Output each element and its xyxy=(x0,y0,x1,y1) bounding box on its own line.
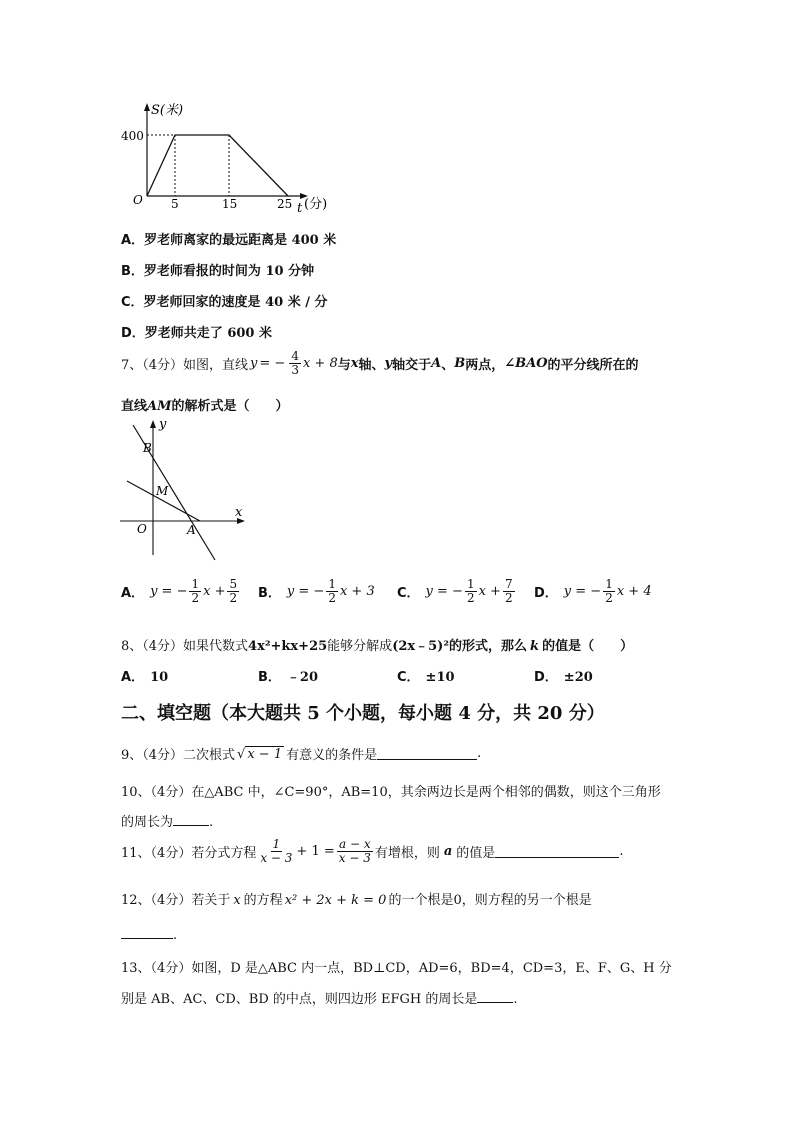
q8-mid: 能够分解成 xyxy=(327,639,393,654)
q11-prefix: 11、（4分）若分式方程 xyxy=(121,846,257,861)
frac-den: 2 xyxy=(605,591,613,605)
option-text: 罗老师共走了 600 米 xyxy=(144,326,272,341)
sqrt-symbol: √ xyxy=(237,746,246,762)
q6-option-c xyxy=(121,291,328,310)
fraction-1 xyxy=(258,838,294,865)
frac-den: 3 xyxy=(291,363,299,377)
frac-num: 1 xyxy=(272,837,281,851)
y-axis-label: S(米) xyxy=(151,103,184,118)
q7-text3: 轴交于 xyxy=(392,358,432,373)
option-letter: D． xyxy=(534,586,558,601)
q9-end: . xyxy=(477,746,482,761)
point-a-label: A xyxy=(187,523,196,537)
q11-mid: + 1 = xyxy=(296,844,335,859)
x-axis-label: t xyxy=(297,201,303,216)
frac-num: 4 xyxy=(291,349,299,363)
section-heading: 二、填空题（本大题共 5 个小题，每小题 4 分，共 20 分） xyxy=(121,703,605,724)
q11-a: a xyxy=(443,844,453,859)
q10-line2 xyxy=(121,811,213,830)
fraction-4-3 xyxy=(289,350,301,377)
q8-after: 的形式，那么 xyxy=(449,639,528,654)
origin-label: O xyxy=(137,522,147,536)
x-axis-ref: x xyxy=(350,356,359,371)
y-tick-400: 400 xyxy=(121,129,144,143)
frac-num: 1 xyxy=(328,577,336,591)
x-tick-15: 15 xyxy=(222,197,238,211)
frac-num: 5 xyxy=(229,577,238,591)
q13-line2a: 别是 AB、AC、CD、BD 的中点，则四边形 EFGH 的周长是 xyxy=(121,992,478,1007)
q8-option-a xyxy=(121,666,168,685)
option-letter: A． xyxy=(121,586,145,601)
q12-zero: 0 xyxy=(453,893,462,908)
answer-blank[interactable] xyxy=(377,747,477,760)
x-tick-25: 25 xyxy=(277,197,293,211)
point-b-label: B xyxy=(143,441,152,455)
q12-stem xyxy=(121,889,592,908)
q11-stem xyxy=(121,838,623,865)
q7-line2b: 的解析式是（ ） xyxy=(171,399,289,414)
fraction-2 xyxy=(337,838,373,865)
option-text: ±20 xyxy=(563,670,593,685)
option-letter: C． xyxy=(397,586,420,601)
eq-rest: x + xyxy=(478,584,501,599)
q8-end: 的值是（ ） xyxy=(542,639,634,654)
option-letter: D． xyxy=(121,326,145,341)
eq-y: y xyxy=(250,356,258,371)
option-text: ±10 xyxy=(425,670,455,685)
q13-line2 xyxy=(121,988,518,1007)
q7-text1: 与 xyxy=(337,358,351,373)
frac-num: 7 xyxy=(504,577,513,591)
frac-den: x − 3 xyxy=(338,851,371,865)
frac-den: 2 xyxy=(229,591,238,605)
angle-bao: ∠BAO xyxy=(504,356,548,371)
q7-option-b xyxy=(258,578,375,605)
q12-mid: 的方程 xyxy=(243,893,283,908)
option-letter: B． xyxy=(258,586,281,601)
q13-end: . xyxy=(513,992,518,1007)
point-b-ref: B xyxy=(454,356,466,371)
frac-den: 2 xyxy=(191,591,200,605)
q13-line1: 13、（4分）如图，D 是△ABC 内一点，BD⊥CD，AD=6，BD=4，CD=3，E、F、G、H 分 xyxy=(121,961,672,976)
line-graph-figure xyxy=(115,415,255,565)
fraction xyxy=(189,578,201,605)
q7-sep: 、 xyxy=(441,358,455,373)
q12-post: 的一个根是 xyxy=(388,893,454,908)
q8-number: 8、（4分）如果代数式 xyxy=(121,639,249,654)
distance-time-graph xyxy=(121,100,335,216)
q6-option-b xyxy=(121,260,314,279)
option-letter: C． xyxy=(121,295,144,310)
q12-dot: . xyxy=(173,928,178,943)
answer-blank[interactable] xyxy=(121,926,173,939)
x-tick-5: 5 xyxy=(171,197,179,211)
q11-post: 有增根，则 xyxy=(374,846,440,861)
point-a-ref: A xyxy=(431,356,442,371)
option-letter: D． xyxy=(534,670,558,685)
eq-rest: x + 4 xyxy=(616,584,652,599)
answer-blank[interactable] xyxy=(495,845,619,858)
q8-expression: 4x²+kx+25 xyxy=(248,639,328,654)
q10-line2a: 的周长为 xyxy=(121,815,174,830)
graph2-y-label: y xyxy=(159,417,167,432)
y-axis-ref: y xyxy=(384,356,393,371)
answer-blank[interactable] xyxy=(173,813,209,826)
q12-prefix: 12、（4分）若关于 xyxy=(121,893,231,908)
eq-prefix: y = − xyxy=(150,584,188,599)
point-m-label: M xyxy=(156,484,169,498)
option-text: 罗老师离家的最远距离是 400 米 xyxy=(144,233,337,248)
q8-stem xyxy=(121,635,633,654)
eq-rest: x + xyxy=(203,584,226,599)
eq-equals: = − xyxy=(259,356,286,371)
frac-den: 2 xyxy=(328,591,336,605)
line-am: AM xyxy=(147,399,172,414)
q12-end-text: ，则方程的另一个根是 xyxy=(461,893,592,908)
q12-answer-line xyxy=(121,926,177,943)
eq-rest: x + 8 xyxy=(302,356,338,371)
x-axis-unit: (分) xyxy=(304,197,328,212)
frac-num: a − x xyxy=(338,837,371,851)
q7-text5: 的平分线所在的 xyxy=(547,358,639,373)
q7-stem-line2 xyxy=(121,395,289,414)
option-letter: B． xyxy=(258,670,281,685)
fraction xyxy=(326,578,338,605)
option-letter: A． xyxy=(121,670,145,685)
fraction xyxy=(603,578,615,605)
fraction xyxy=(465,578,477,605)
eq-prefix: y = − xyxy=(563,584,602,599)
q7-option-c xyxy=(397,578,517,605)
option-text: ﹣20 xyxy=(286,670,319,685)
q6-option-a xyxy=(121,229,336,248)
q7-option-d xyxy=(534,578,652,605)
graph2-x-label: x xyxy=(235,505,243,520)
q11-post2: 的值是 xyxy=(456,846,496,861)
frac-num: 1 xyxy=(605,577,613,591)
q10-line1: 10、（4分）在△ABC 中，∠C=90°，AB=10，其余两边长是两个相邻的偶数，则这个三角形 xyxy=(121,785,661,800)
option-text: 罗老师回家的速度是 40 米 / 分 xyxy=(143,295,328,310)
q9-prefix: 9、（4分）二次根式 xyxy=(121,748,236,763)
q11-end: . xyxy=(619,844,624,859)
q6-option-d xyxy=(121,322,272,341)
origin-label: O xyxy=(133,193,143,207)
q8-option-c xyxy=(397,666,455,685)
q12-equation: x² + 2x + k = 0 xyxy=(284,893,387,908)
q7-number: 7、（4分）如图，直线 xyxy=(121,358,249,373)
option-letter: B． xyxy=(121,264,144,279)
option-letter: A． xyxy=(121,233,145,248)
q7-text4: 两点， xyxy=(465,358,505,373)
frac-num: 1 xyxy=(191,577,200,591)
option-letter: C． xyxy=(397,670,420,685)
q9-post: 有意义的条件是 xyxy=(286,748,378,763)
q8-k: k xyxy=(530,639,540,654)
q8-form: (2x﹣5)² xyxy=(392,639,450,654)
q12-x: x xyxy=(233,893,241,908)
fraction-const xyxy=(227,578,239,605)
q7-stem-line1 xyxy=(121,350,639,377)
frac-den: x − 3 xyxy=(260,851,293,865)
eq-prefix: y = − xyxy=(286,584,325,599)
q9-stem xyxy=(121,744,481,763)
option-text: 罗老师看报的时间为 10 分钟 xyxy=(143,264,315,279)
radicand: x − 1 xyxy=(247,746,283,762)
frac-num: 1 xyxy=(466,577,475,591)
eq-prefix: y = − xyxy=(425,584,463,599)
sqrt-expression xyxy=(237,746,284,762)
q7-option-a xyxy=(121,578,241,605)
q7-line2a: 直线 xyxy=(121,399,148,414)
q8-option-b xyxy=(258,666,318,685)
answer-blank[interactable] xyxy=(477,990,513,1003)
q10-end: . xyxy=(209,815,214,830)
option-text: 10 xyxy=(150,670,169,685)
frac-den: 2 xyxy=(466,591,475,605)
q7-text2: 轴、 xyxy=(358,358,385,373)
frac-den: 2 xyxy=(504,591,513,605)
fraction-const xyxy=(503,578,515,605)
eq-rest: x + 3 xyxy=(339,584,375,599)
q8-option-d xyxy=(534,666,593,685)
